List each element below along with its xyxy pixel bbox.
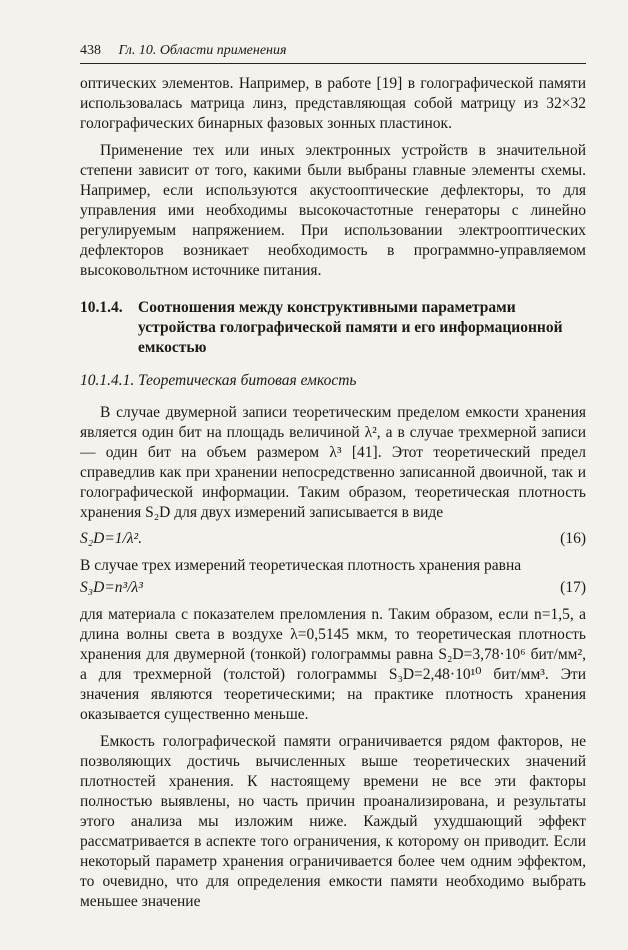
equation-16	[80, 529, 586, 549]
running-title: Гл. 10. Области применения	[118, 43, 287, 58]
running-header	[80, 42, 586, 64]
section-heading	[80, 298, 586, 358]
equation-number: (16)	[560, 530, 586, 547]
subsection-heading: 10.1.4.1. Теоретическая битовая емкость	[80, 372, 357, 389]
equation-17	[80, 578, 586, 598]
paragraph: В случае двумерной записи теоретическим пределом емкости хранения является один бит на площадь величиной λ², а в случае трехмерной записи — один бит на объем размером λ³ [41]. Этот теоретический предел справедлив как при хранении непосредственно записанной двоичной, так и голографической информации. Таким образом, теоретическая плотность хранения S₂D для двух измерений записывается в виде	[80, 404, 586, 521]
equation-formula: S₃D=n³/λ³	[80, 579, 143, 596]
paragraph: для материала с показателем преломления n. Таким образом, если n=1,5, а длина волны света в воздухе λ=0,5145 мкм, то теоретическая плотность хранения для двумерной (тонкой) голограммы равна S₂D=3,78·10⁶ бит/мм², а для трехмерной (толстой) голограммы S₃D=2,48·10¹⁰ бит/мм³. Эти значения являются теоретическими; на практике плотность хранения оказывается существенно меньше.	[80, 606, 586, 723]
equation-formula: S₂D=1/λ².	[80, 530, 143, 547]
equation-number: (17)	[560, 579, 586, 596]
paragraph: оптических элементов. Например, в работе [19] в голографической памяти использовалась матрица линз, представляющая собой матрицу из 32×32 голографических бинарных фазовых зонных пластинок.	[80, 75, 586, 132]
section-title: Соотношения между конструктивными параметрами устройства голографической памяти и его информационной емкостью	[138, 299, 563, 356]
paragraph: В случае трех измерений теоретическая плотность хранения равна	[80, 557, 522, 574]
paragraph: Емкость голографической памяти ограничивается рядом факторов, не позволяющих достичь вычисленных выше теоретических значений плотностей хранения. К настоящему времени не все эти факторы полностью выявлены, но часть причин проанализирована, и результаты этого анализа мы изложим ниже. Каждый ухудшающий эффект рассматривается в аспекте того ограничения, к которому он приводит. Если некоторый параметр хранения ограничивается более чем одним эффектом, то очевидно, что для определения емкости памяти необходимо выбрать меньшее значение	[80, 733, 586, 910]
page-body	[80, 74, 586, 912]
page-number: 438	[80, 43, 101, 58]
paragraph: Применение тех или иных электронных устройств в значительной степени зависит от того, какими были выбраны главные элементы схемы. Например, если используются акустооптические дефлекторы, то для управления ими необходимы высокочастотные генераторы с линейно регулируемым напряжением. При использовании электрооптических дефлекторов возникает необходимость в программно-управляемом высоковольтном источнике питания.	[80, 142, 586, 279]
section-number: 10.1.4.	[80, 299, 123, 316]
